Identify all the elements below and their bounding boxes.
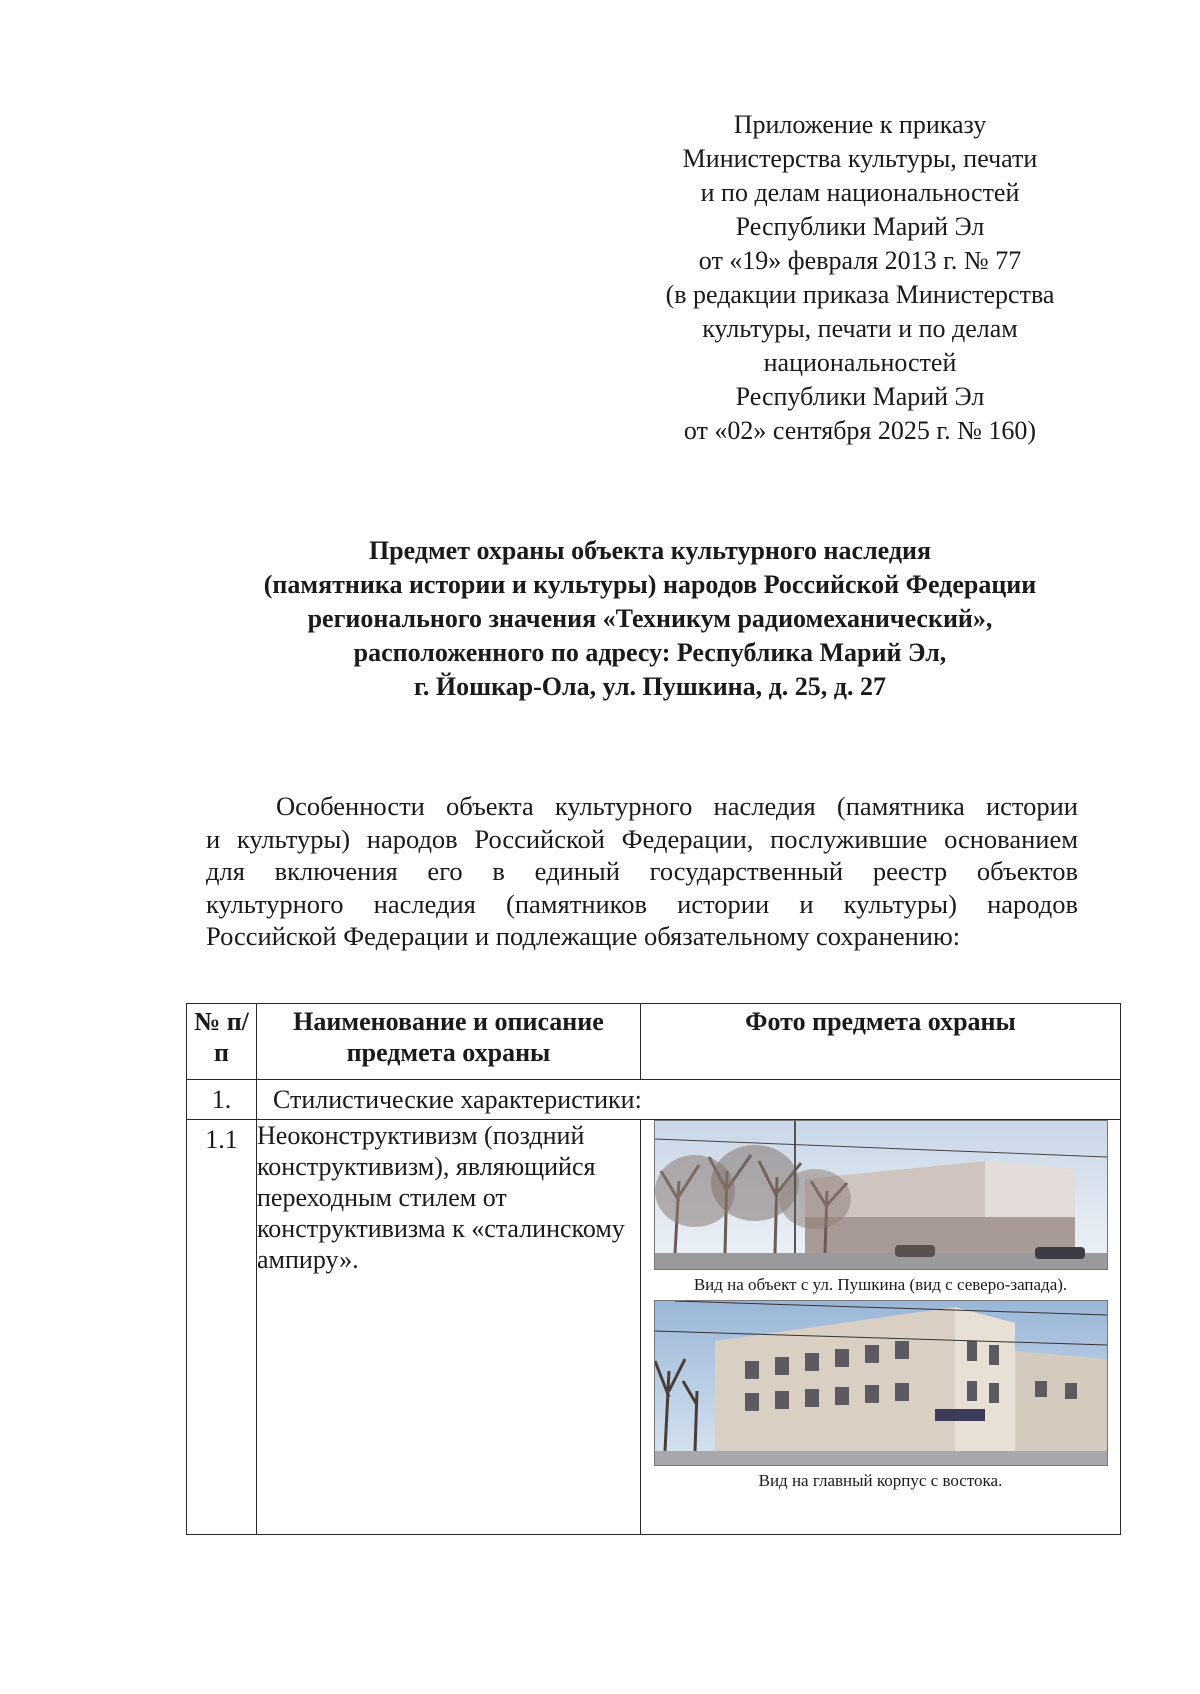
annex-line: Республики Марий Эл — [735, 212, 985, 241]
intro-line: Российской Федерации и подлежащие обязательному сохранению: — [206, 921, 961, 951]
intro-line: для включения его в единый государственный реестр объектов — [206, 856, 1078, 886]
section-title: Стилистические характеристики: — [257, 1080, 1121, 1120]
annex-line: и по делам национальностей — [700, 178, 1020, 207]
title-line: Предмет охраны объекта культурного наследия — [368, 536, 932, 565]
document-title — [160, 534, 1140, 704]
title-line: регионального значения «Техникум радиомеханический», — [307, 604, 993, 633]
annex-line: культуры, печати и по делам — [702, 314, 1018, 343]
title-line: расположенного по адресу: Республика Марий Эл, — [353, 638, 947, 667]
header-num: № п/п — [187, 1004, 257, 1080]
annex-line: Приложение к приказу — [733, 110, 987, 139]
row-num: 1.1 — [187, 1120, 257, 1535]
annex-line: от «19» февраля 2013 г. № 77 — [698, 246, 1022, 275]
table-section-row — [187, 1080, 1121, 1120]
header-photo: Фото предмета охраны — [641, 1004, 1121, 1080]
annex-line: от «02» сентября 2025 г. № 160) — [683, 416, 1037, 445]
annex-line: Республики Марий Эл — [735, 382, 985, 411]
intro-line: Особенности объекта культурного наследия (памятника истории — [276, 791, 1078, 821]
photo-caption: Вид на объект с ул. Пушкина (вид с северо-запада). — [693, 1275, 1068, 1294]
title-line: г. Йошкар-Ола, ул. Пушкина, д. 25, д. 27 — [414, 672, 886, 701]
row-description: Неоконструктивизм (поздний конструктивизм), являющийся переходным стилем от конструктивизма к «сталинскому ампиру». — [257, 1120, 641, 1535]
table-header-row — [187, 1004, 1121, 1080]
photo-northwest-view — [654, 1120, 1108, 1270]
photo-caption: Вид на главный корпус с востока. — [758, 1471, 1003, 1490]
intro-line: и культуры) народов Российской Федерации, послужившие основанием — [206, 823, 1078, 854]
table-row — [187, 1120, 1121, 1535]
annex-line: Министерства культуры, печати — [682, 144, 1038, 173]
annex-line: (в редакции приказа Министерства — [665, 280, 1055, 309]
title-line: (памятника истории и культуры) народов Российской Федерации — [263, 570, 1037, 599]
section-num: 1. — [187, 1080, 257, 1120]
row-photos — [641, 1120, 1121, 1535]
intro-paragraph — [206, 790, 1078, 953]
header-description: Наименование и описание предмета охраны — [257, 1004, 641, 1080]
photo-east-view — [654, 1300, 1108, 1466]
annex-line: национальностей — [763, 348, 957, 377]
intro-line: культурного наследия (памятников истории и культуры) народов — [206, 888, 1078, 919]
protection-table — [186, 1003, 1121, 1535]
annex-header — [630, 108, 1090, 448]
